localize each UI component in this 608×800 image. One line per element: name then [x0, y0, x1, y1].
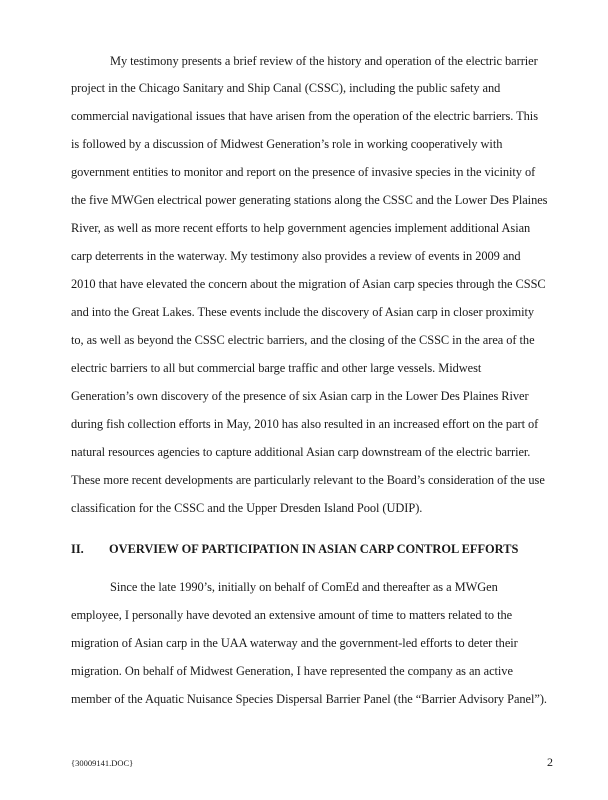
paragraph-1-line: the five MWGen electrical power generating stations along the CSSC and the Lower Des Plaines	[71, 193, 548, 207]
document-id: {30009141.DOC}	[71, 758, 134, 768]
paragraph-1-line: and into the Great Lakes. These events include the discovery of Asian carp in closer proximity	[71, 305, 535, 319]
paragraph-1-line: My testimony presents a brief review of the history and operation of the electric barrier	[110, 54, 538, 68]
paragraph-1-line: carp deterrents in the waterway. My testimony also provides a review of events in 2009 and	[71, 249, 521, 263]
paragraph-2-line: migration of Asian carp in the UAA waterway and the government-led efforts to deter their	[71, 636, 518, 650]
page-number: 2	[547, 755, 553, 769]
paragraph-2-line: Since the late 1990’s, initially on behalf of ComEd and thereafter as a MWGen	[110, 580, 498, 594]
paragraph-1-line: project in the Chicago Sanitary and Ship Canal (CSSC), including the public safety and	[71, 81, 501, 95]
paragraph-1-line: to, as well as beyond the CSSC electric barriers, and the closing of the CSSC in the area of the	[71, 333, 535, 347]
paragraph-1-line: natural resources agencies to capture additional Asian carp downstream of the electric barrier.	[71, 445, 531, 459]
paragraph-1-line: Generation’s own discovery of the presence of six Asian carp in the Lower Des Plaines River	[71, 389, 529, 403]
paragraph-1-line: electric barriers to all but commercial barge traffic and other large vessels. Midwest	[71, 361, 482, 375]
paragraph-1-line: River, as well as more recent efforts to help government agencies implement additional Asian	[71, 221, 531, 235]
section-title: OVERVIEW OF PARTICIPATION IN ASIAN CARP CONTROL EFFORTS	[109, 542, 519, 556]
paragraph-1-line: commercial navigational issues that have arisen from the operation of the electric barriers. This	[71, 109, 538, 123]
paragraph-1-line: These more recent developments are particularly relevant to the Board’s consideration of the use	[71, 473, 545, 487]
paragraph-2-line: employee, I personally have devoted an extensive amount of time to matters related to the	[71, 608, 513, 622]
paragraph-1-line: 2010 that have elevated the concern about the migration of Asian carp species through the CSSC	[71, 277, 546, 291]
paragraph-1-line: classification for the CSSC and the Upper Dresden Island Pool (UDIP).	[71, 501, 423, 515]
paragraph-2-line: member of the Aquatic Nuisance Species Dispersal Barrier Panel (the “Barrier Advisory Panel”).	[71, 692, 547, 706]
section-number: II.	[71, 542, 84, 556]
paragraph-1-line: government entities to monitor and report on the presence of invasive species in the vicinity of	[71, 165, 536, 179]
paragraph-1-line: is followed by a discussion of Midwest Generation’s role in working cooperatively with	[71, 137, 503, 151]
paragraph-2-line: migration. On behalf of Midwest Generation, I have represented the company as an active	[71, 664, 513, 678]
section-heading	[71, 541, 518, 557]
paragraph-1-line: during fish collection efforts in May, 2010 has also resulted in an increased effort on the part of	[71, 417, 539, 431]
